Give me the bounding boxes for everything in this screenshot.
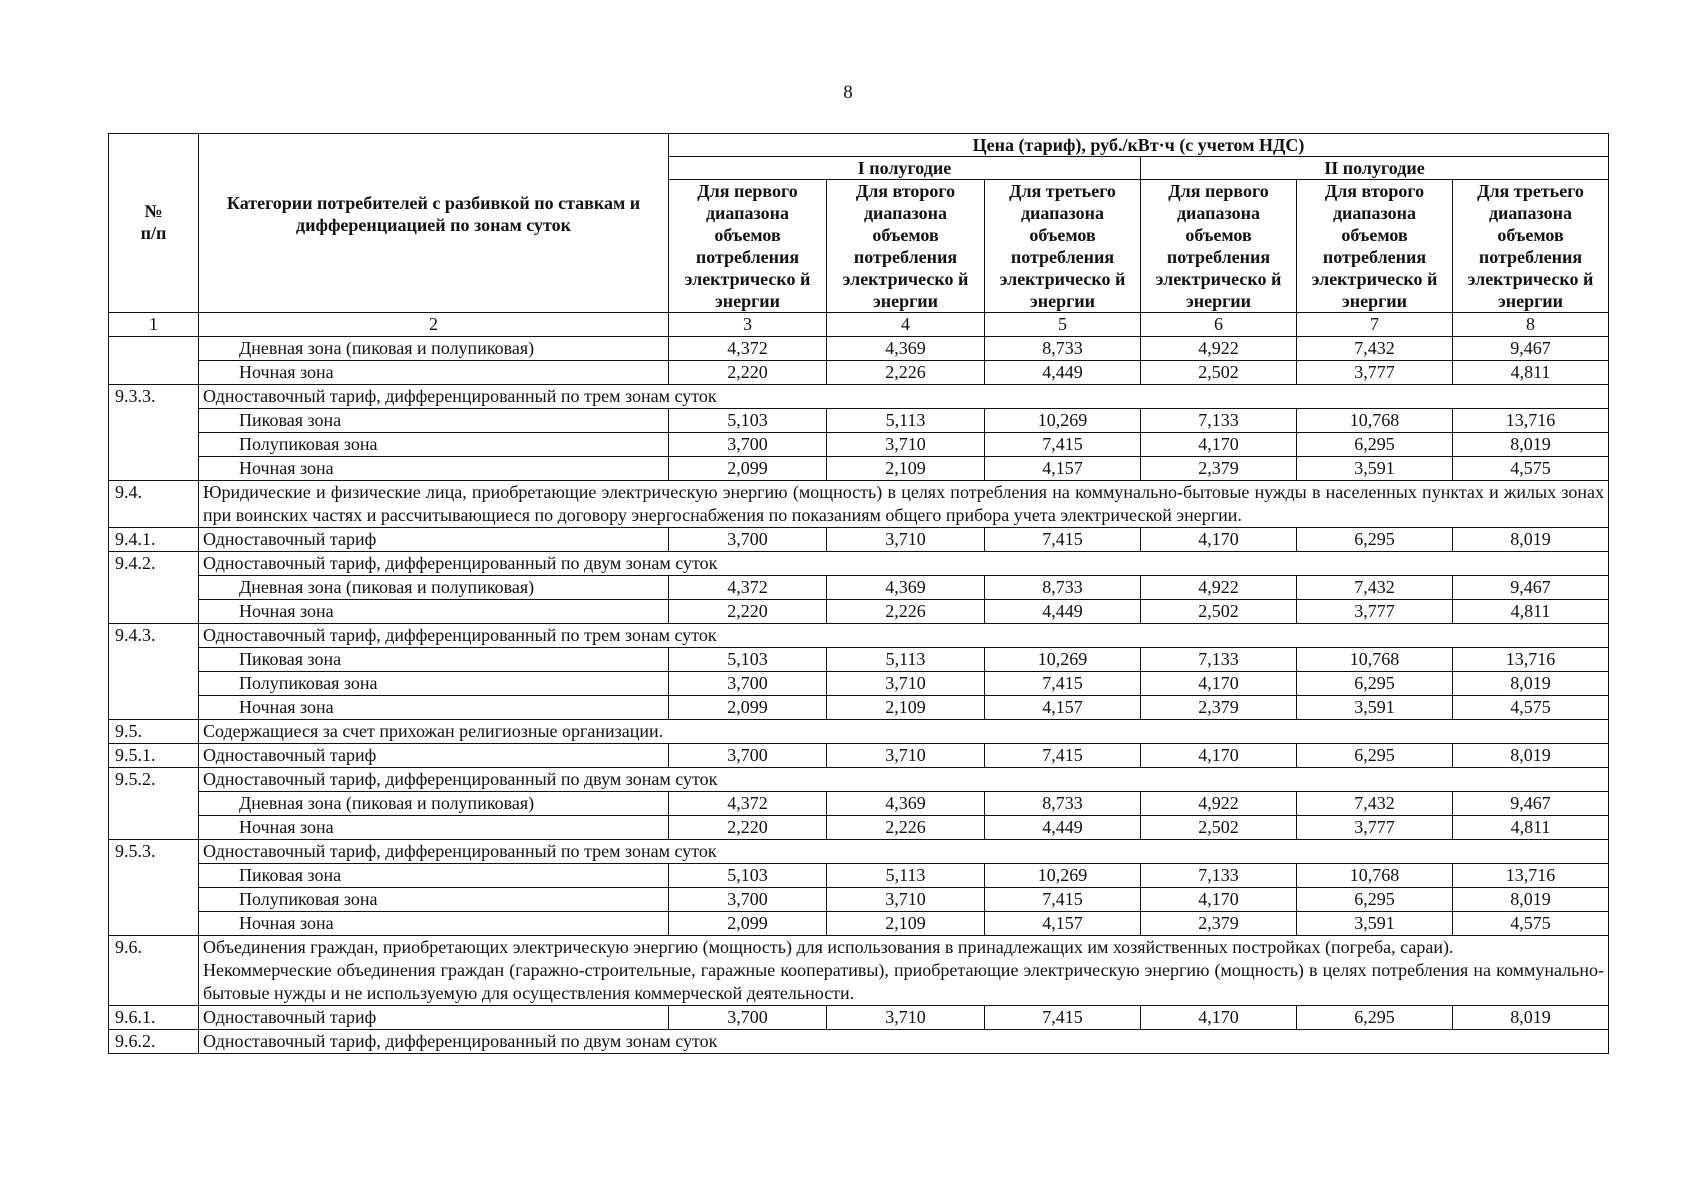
- row-number: 9.5.2.: [109, 768, 199, 840]
- section-title: [199, 385, 1609, 409]
- tariff-value: 5,113: [827, 648, 985, 672]
- section-title: [199, 840, 1609, 864]
- tariff-value: 5,103: [669, 864, 827, 888]
- header-category: [199, 134, 669, 313]
- category-label: Ночная зона: [199, 912, 669, 936]
- tariff-value: 3,777: [1297, 361, 1453, 385]
- row-number: 9.5.1.: [109, 744, 199, 768]
- row-number: [109, 337, 199, 385]
- tariff-value: 2,220: [669, 600, 827, 624]
- section-row: [109, 768, 1609, 792]
- tariff-value: 10,269: [985, 864, 1141, 888]
- table-row: [109, 648, 1609, 672]
- section-text: Одноставочный тариф, дифференцированный по трем зонам суток: [203, 386, 717, 406]
- section-title: [199, 720, 1609, 744]
- column-index: 1: [109, 313, 199, 337]
- tariff-value: 6,295: [1297, 672, 1453, 696]
- header-sub-5: Для второго диапазона объемов потребления электрическо й энергии: [1297, 180, 1453, 313]
- tariff-value: 4,922: [1141, 337, 1297, 361]
- tariff-value: 5,103: [669, 409, 827, 433]
- tariff-value: 4,449: [985, 600, 1141, 624]
- tariff-value: 2,220: [669, 816, 827, 840]
- tariff-value: 2,379: [1141, 696, 1297, 720]
- tariff-value: 6,295: [1297, 528, 1453, 552]
- header-half-2: [1141, 157, 1609, 180]
- table-row: [109, 361, 1609, 385]
- tariff-value: 4,170: [1141, 433, 1297, 457]
- tariff-value: 10,768: [1297, 409, 1453, 433]
- category-label: Полупиковая зона: [199, 433, 669, 457]
- header-half-2-label: II полугодие: [1324, 158, 1425, 178]
- tariff-value: 4,170: [1141, 528, 1297, 552]
- tariff-value: 7,133: [1141, 864, 1297, 888]
- tariff-value: 10,768: [1297, 648, 1453, 672]
- tariff-value: 4,170: [1141, 1006, 1297, 1030]
- header-sub-2: Для второго диапазона объемов потребления электрическо й энергии: [827, 180, 985, 313]
- tariff-value: 4,372: [669, 792, 827, 816]
- table-row: [109, 528, 1609, 552]
- column-index-row: [109, 313, 1609, 337]
- tariff-value: 2,109: [827, 912, 985, 936]
- tariff-value: 4,449: [985, 361, 1141, 385]
- category-label: Полупиковая зона: [199, 888, 669, 912]
- tariff-value: 13,716: [1453, 648, 1609, 672]
- tariff-value: 3,591: [1297, 912, 1453, 936]
- tariff-value: 2,226: [827, 600, 985, 624]
- tariff-value: 4,575: [1453, 696, 1609, 720]
- tariff-value: 4,372: [669, 576, 827, 600]
- row-number: 9.4.2.: [109, 552, 199, 624]
- tariff-value: 7,415: [985, 1006, 1141, 1030]
- tariff-value: 6,295: [1297, 1006, 1453, 1030]
- tariff-value: 2,379: [1141, 912, 1297, 936]
- tariff-value: 7,415: [985, 433, 1141, 457]
- tariff-value: 5,103: [669, 648, 827, 672]
- tariff-value: 13,716: [1453, 409, 1609, 433]
- tariff-value: 2,099: [669, 912, 827, 936]
- header-sub-3: Для третьего диапазона объемов потребления электрическо й энергии: [985, 180, 1141, 313]
- category-label: Дневная зона (пиковая и полупиковая): [199, 792, 669, 816]
- header-category-label: Категории потребителей с разбивкой по ставкам и дифференциацией по зонам суток: [226, 193, 641, 235]
- row-number: 9.3.3.: [109, 385, 199, 481]
- table-row: [109, 912, 1609, 936]
- page-number: 8: [843, 82, 853, 103]
- tariff-value: 3,710: [827, 1006, 985, 1030]
- header-sub-6: Для третьего диапазона объемов потребления электрическо й энергии: [1453, 180, 1609, 313]
- section-row: [109, 1030, 1609, 1054]
- tariff-value: 7,133: [1141, 648, 1297, 672]
- category-label: Ночная зона: [199, 696, 669, 720]
- category-label: Полупиковая зона: [199, 672, 669, 696]
- tariff-value: 3,700: [669, 672, 827, 696]
- tariff-value: 2,220: [669, 361, 827, 385]
- tariff-value: 8,019: [1453, 672, 1609, 696]
- column-index: 7: [1297, 313, 1453, 337]
- section-row: [109, 481, 1609, 528]
- tariff-value: 7,415: [985, 744, 1141, 768]
- section-title: [199, 624, 1609, 648]
- table-row: [109, 457, 1609, 481]
- tariff-value: 9,467: [1453, 576, 1609, 600]
- tariff-value: 8,019: [1453, 1006, 1609, 1030]
- table-row: [109, 337, 1609, 361]
- category-label: Ночная зона: [199, 361, 669, 385]
- tariff-value: 7,133: [1141, 409, 1297, 433]
- section-row: [109, 936, 1609, 1006]
- tariff-value: 2,109: [827, 696, 985, 720]
- tariff-value: 4,369: [827, 792, 985, 816]
- category-label: Дневная зона (пиковая и полупиковая): [199, 576, 669, 600]
- category-label: Одноставочный тариф: [199, 744, 669, 768]
- table-row: [109, 672, 1609, 696]
- tariff-value: 3,710: [827, 672, 985, 696]
- section-row: [109, 840, 1609, 864]
- tariff-value: 4,369: [827, 337, 985, 361]
- tariff-value: 13,716: [1453, 864, 1609, 888]
- tariff-value: 4,449: [985, 816, 1141, 840]
- row-number: 9.6.2.: [109, 1030, 199, 1054]
- table-row: [109, 792, 1609, 816]
- header-price: [669, 134, 1609, 157]
- tariff-value: 4,170: [1141, 672, 1297, 696]
- column-index: 4: [827, 313, 985, 337]
- category-label: Ночная зона: [199, 457, 669, 481]
- table-body: [109, 337, 1609, 1054]
- section-text: Одноставочный тариф, дифференцированный по двум зонам суток: [203, 553, 718, 573]
- tariff-value: 3,777: [1297, 816, 1453, 840]
- tariff-value: 6,295: [1297, 433, 1453, 457]
- tariff-value: 2,502: [1141, 600, 1297, 624]
- table-row: [109, 888, 1609, 912]
- tariff-value: 3,710: [827, 528, 985, 552]
- tariff-value: 4,170: [1141, 744, 1297, 768]
- tariff-value: 4,575: [1453, 457, 1609, 481]
- table-row: [109, 409, 1609, 433]
- tariff-value: 3,710: [827, 433, 985, 457]
- section-text: Некоммерческие объединения граждан (гаражно-строительные, гаражные кооперативы), приобретающие электрическую энергию (мощность) в целях потребления на коммунально-бытовые нужды и не используемую для осуществления коммерческой деятельности.: [203, 960, 1604, 1003]
- tariff-value: 9,467: [1453, 792, 1609, 816]
- header-half-1: [669, 157, 1141, 180]
- tariff-value: 3,591: [1297, 457, 1453, 481]
- tariff-value: 10,269: [985, 409, 1141, 433]
- section-row: [109, 552, 1609, 576]
- tariff-value: 3,700: [669, 744, 827, 768]
- row-number: 9.5.3.: [109, 840, 199, 936]
- tariff-value: 10,768: [1297, 864, 1453, 888]
- header-num: [109, 134, 199, 313]
- tariff-value: 10,269: [985, 648, 1141, 672]
- tariff-value: 8,019: [1453, 888, 1609, 912]
- tariff-value: 2,099: [669, 457, 827, 481]
- tariff-value: 3,710: [827, 888, 985, 912]
- tariff-value: 7,432: [1297, 792, 1453, 816]
- row-number: 9.4.: [109, 481, 199, 528]
- tariff-value: 2,502: [1141, 361, 1297, 385]
- tariff-value: 4,369: [827, 576, 985, 600]
- header-sub-1: Для первого диапазона объемов потребления электрическо й энергии: [669, 180, 827, 313]
- tariff-value: 5,113: [827, 409, 985, 433]
- table-row: [109, 1006, 1609, 1030]
- row-number: 9.5.: [109, 720, 199, 744]
- tariff-value: 3,700: [669, 888, 827, 912]
- section-text: Объединения граждан, приобретающих электрическую энергию (мощность) для использования в принадлежащих им хозяйственных постройках (погреба, сараи).: [203, 937, 1454, 957]
- category-label: Одноставочный тариф: [199, 528, 669, 552]
- header-half-1-label: I полугодие: [857, 158, 952, 178]
- section-text: Одноставочный тариф, дифференцированный по трем зонам суток: [203, 625, 717, 645]
- tariff-value: 4,811: [1453, 816, 1609, 840]
- section-text: Одноставочный тариф, дифференцированный по двум зонам суток: [203, 769, 718, 789]
- tariff-value: 6,295: [1297, 744, 1453, 768]
- header-num-label: № п/п: [140, 201, 167, 243]
- tariff-value: 2,379: [1141, 457, 1297, 481]
- tariff-value: 4,170: [1141, 888, 1297, 912]
- tariff-value: 3,700: [669, 433, 827, 457]
- tariff-value: 2,226: [827, 816, 985, 840]
- tariff-value: 8,019: [1453, 744, 1609, 768]
- tariff-value: 4,922: [1141, 576, 1297, 600]
- category-label: Пиковая зона: [199, 648, 669, 672]
- section-text: Одноставочный тариф, дифференцированный по двум зонам суток: [203, 1031, 718, 1051]
- tariff-value: 3,591: [1297, 696, 1453, 720]
- table-row: [109, 433, 1609, 457]
- column-index: 5: [985, 313, 1141, 337]
- tariff-value: 3,700: [669, 1006, 827, 1030]
- tariff-value: 8,733: [985, 576, 1141, 600]
- section-title: [199, 481, 1609, 528]
- tariff-value: 3,710: [827, 744, 985, 768]
- tariff-value: 8,019: [1453, 433, 1609, 457]
- header-sub-4: Для первого диапазона объемов потребления электрическо й энергии: [1141, 180, 1297, 313]
- column-index: 6: [1141, 313, 1297, 337]
- tariff-value: 7,415: [985, 672, 1141, 696]
- tariff-value: 7,415: [985, 528, 1141, 552]
- tariff-value: 4,157: [985, 912, 1141, 936]
- section-text: Одноставочный тариф, дифференцированный по трем зонам суток: [203, 841, 717, 861]
- tariff-value: 7,415: [985, 888, 1141, 912]
- tariff-value: 4,372: [669, 337, 827, 361]
- category-label: Одноставочный тариф: [199, 1006, 669, 1030]
- section-title: [199, 768, 1609, 792]
- tariff-value: 8,733: [985, 792, 1141, 816]
- tariff-value: 6,295: [1297, 888, 1453, 912]
- section-title: [199, 1030, 1609, 1054]
- column-index: 3: [669, 313, 827, 337]
- section-row: [109, 624, 1609, 648]
- tariff-value: 5,113: [827, 864, 985, 888]
- table-row: [109, 600, 1609, 624]
- category-label: Пиковая зона: [199, 864, 669, 888]
- table-row: [109, 744, 1609, 768]
- section-text: Содержащиеся за счет прихожан религиозные организации.: [203, 721, 664, 741]
- header-price-label: Цена (тариф), руб./кВт·ч (с учетом НДС): [972, 135, 1305, 155]
- table-row: [109, 864, 1609, 888]
- category-label: Пиковая зона: [199, 409, 669, 433]
- tariff-value: 8,733: [985, 337, 1141, 361]
- tariff-value: 3,700: [669, 528, 827, 552]
- category-label: Дневная зона (пиковая и полупиковая): [199, 337, 669, 361]
- table-row: [109, 696, 1609, 720]
- column-index: 2: [199, 313, 669, 337]
- tariff-value: 4,922: [1141, 792, 1297, 816]
- tariff-value: 2,226: [827, 361, 985, 385]
- tariff-value: 4,575: [1453, 912, 1609, 936]
- section-row: [109, 720, 1609, 744]
- section-row: [109, 385, 1609, 409]
- tariff-value: 4,811: [1453, 361, 1609, 385]
- column-index: 8: [1453, 313, 1609, 337]
- table-row: [109, 816, 1609, 840]
- tariff-value: 2,109: [827, 457, 985, 481]
- section-title: [199, 552, 1609, 576]
- tariff-value: 7,432: [1297, 337, 1453, 361]
- category-label: Ночная зона: [199, 600, 669, 624]
- tariff-table: [108, 133, 1609, 1054]
- tariff-value: 8,019: [1453, 528, 1609, 552]
- tariff-value: 9,467: [1453, 337, 1609, 361]
- tariff-value: 3,777: [1297, 600, 1453, 624]
- table-row: [109, 576, 1609, 600]
- category-label: Ночная зона: [199, 816, 669, 840]
- tariff-value: 4,157: [985, 696, 1141, 720]
- row-number: 9.6.1.: [109, 1006, 199, 1030]
- row-number: 9.6.: [109, 936, 199, 1006]
- tariff-value: 4,811: [1453, 600, 1609, 624]
- tariff-value: 4,157: [985, 457, 1141, 481]
- tariff-value: 7,432: [1297, 576, 1453, 600]
- tariff-value: 2,099: [669, 696, 827, 720]
- section-title: [199, 936, 1609, 1006]
- row-number: 9.4.3.: [109, 624, 199, 720]
- section-text: Юридические и физические лица, приобретающие электрическую энергию (мощность) в целях потребления на коммунально-бытовые нужды в населенных пунктах и жилых зонах при воинских частях и рассчитывающиеся по договору энергоснабжения по показаниям общего прибора учета электрической энергии.: [203, 482, 1604, 525]
- row-number: 9.4.1.: [109, 528, 199, 552]
- tariff-value: 2,502: [1141, 816, 1297, 840]
